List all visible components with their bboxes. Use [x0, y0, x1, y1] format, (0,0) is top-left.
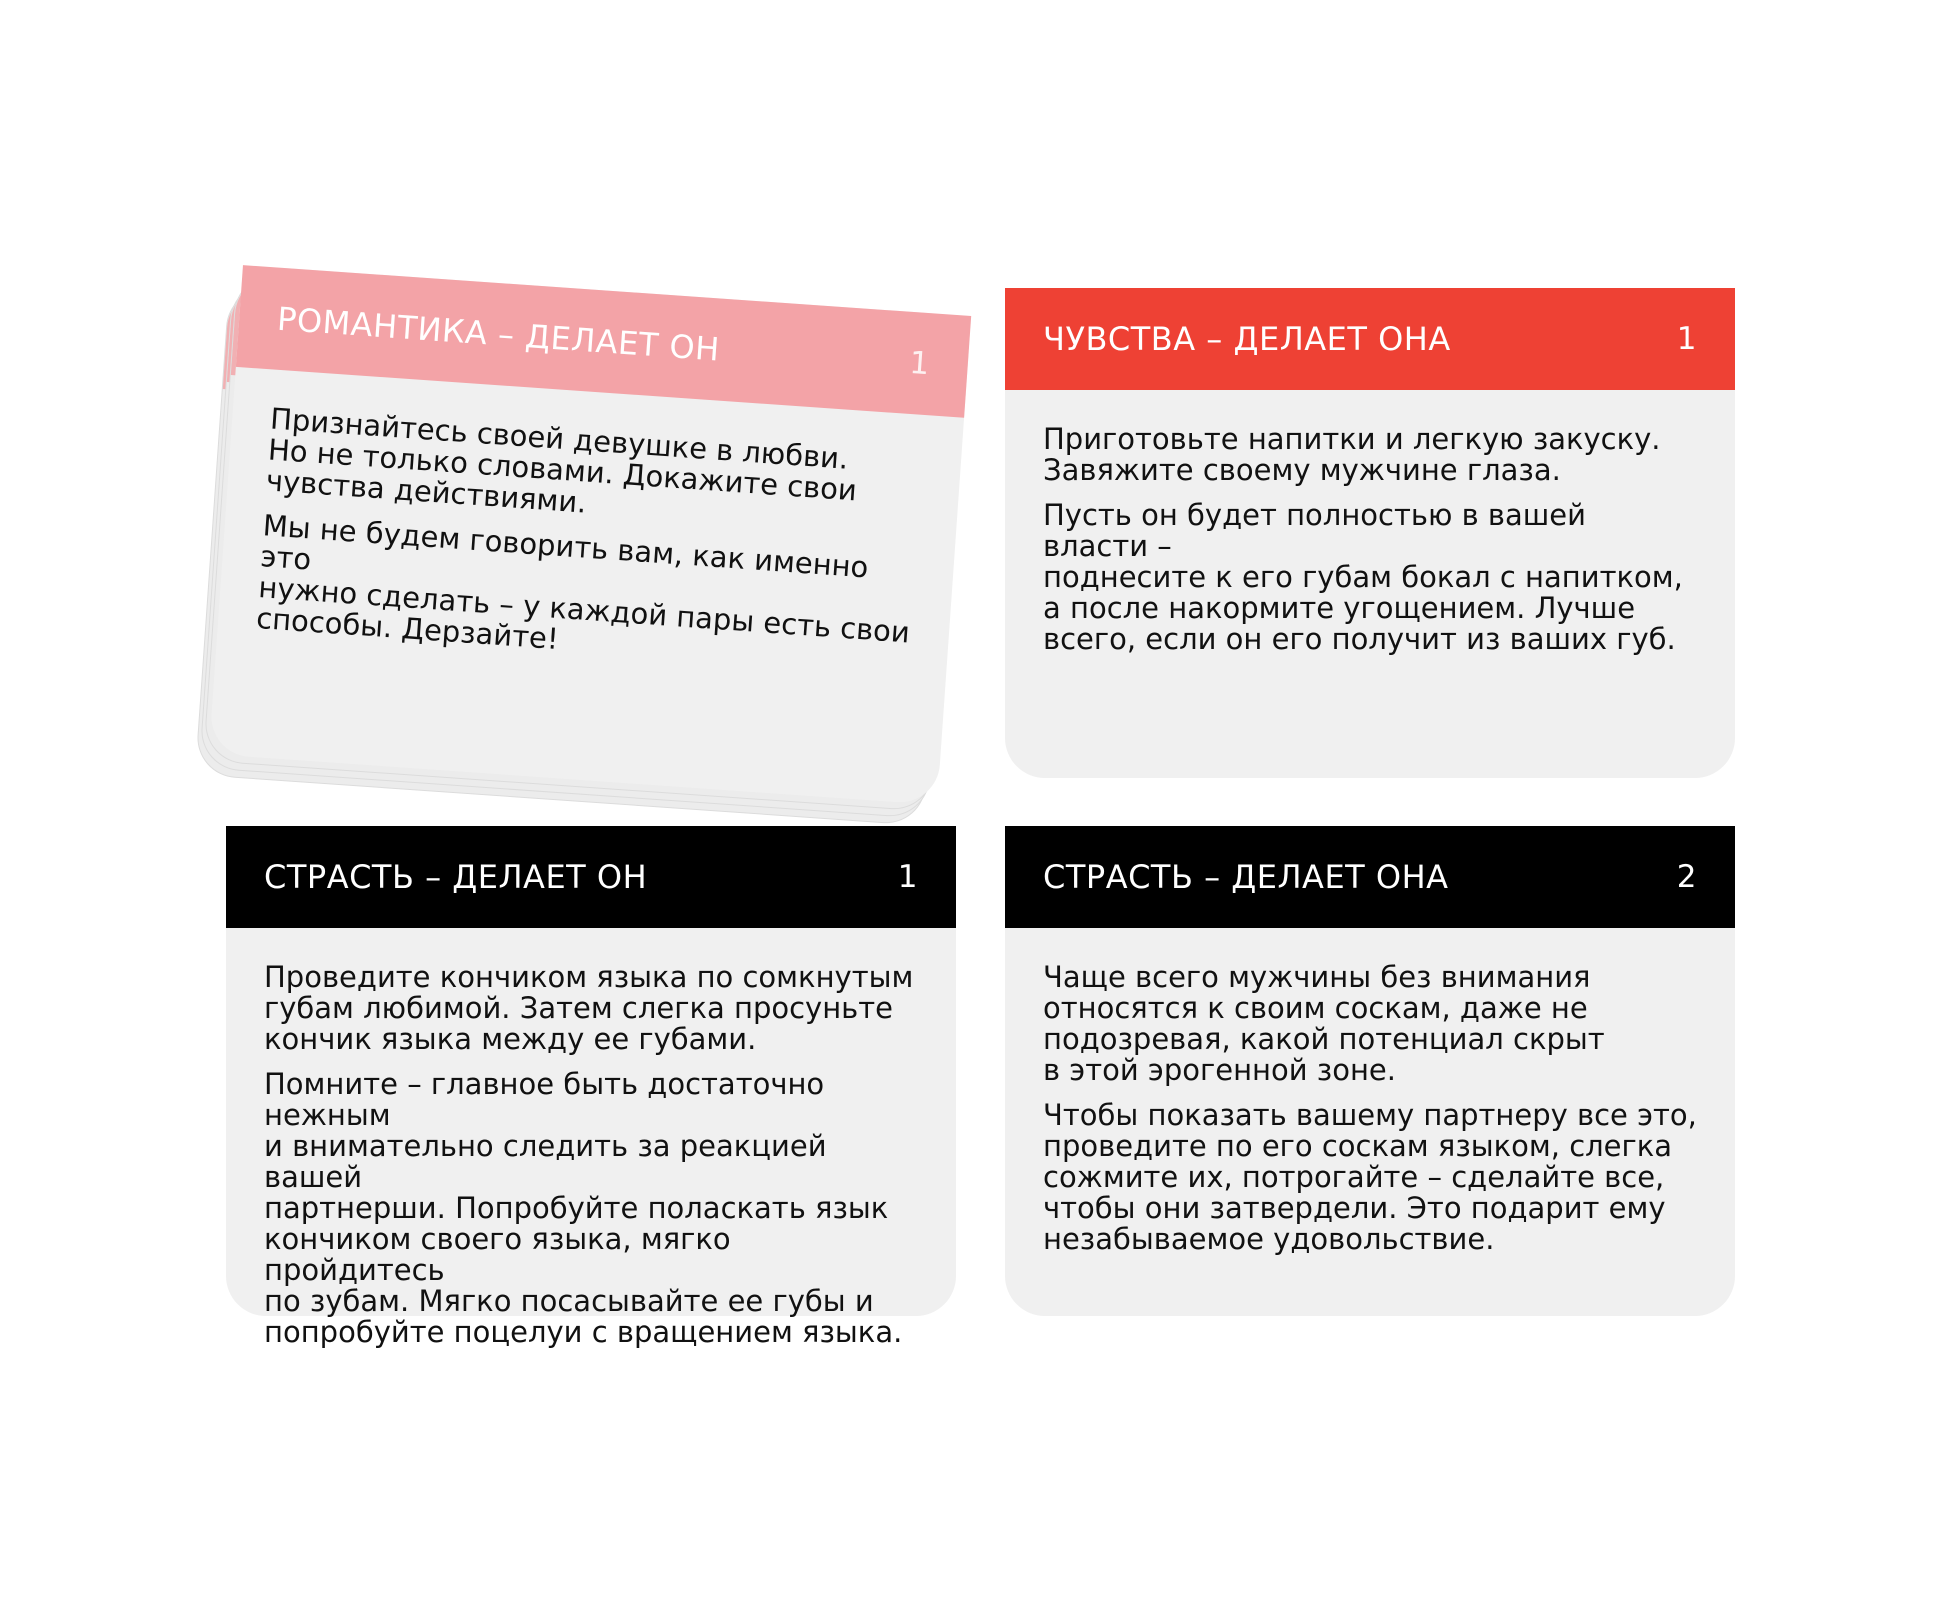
- card-body: [1005, 390, 1735, 655]
- card-title: СТРАСТЬ – ДЕЛАЕТ ОН: [264, 858, 648, 896]
- card-romance-he: [209, 265, 971, 805]
- card-paragraph: Признайтесь своей девушке в любви. Но не только словами. Докажите свои чувства действиями.: [264, 401, 858, 520]
- card-paragraph: Проведите кончиком языка по сомкнутым губам любимой. Затем слегка просуньте кончик языка между ее губами.: [264, 960, 914, 1056]
- card-passion-she: [1005, 826, 1735, 1316]
- card-title: СТРАСТЬ – ДЕЛАЕТ ОНА: [1043, 858, 1449, 896]
- card-paragraph: Чтобы показать вашему партнеру все это, проведите по его соскам языком, слегка сожмите их, потрогайте – сделайте все, чтобы они затвердели. Это подарит ему незабываемое удовольствие.: [1043, 1098, 1697, 1256]
- card-paragraph: Чаще всего мужчины без внимания относятся к своим соскам, даже не подозревая, какой потенциал скрыт в этой эрогенной зоне.: [1043, 960, 1605, 1087]
- card-header: [1005, 288, 1735, 390]
- card-number: 2: [1676, 859, 1697, 895]
- card-passion-he: [226, 826, 956, 1349]
- card-body: [226, 928, 956, 1348]
- card-number: 1: [1676, 321, 1697, 357]
- card-paragraph: Пусть он будет полностью в вашей власти – поднесите к его губам бокал с напитком, а после накормите угощением. Лучше всего, если он его получит из ваших губ.: [1043, 498, 1683, 656]
- card-paragraph: Мы не будем говорить вам, как именно это нужно сделать – у каждой пары есть свои способы. Дерзайте!: [255, 508, 911, 657]
- card-paragraph: Помните – главное быть достаточно нежным и внимательно следить за реакцией вашей партнерши. Попробуйте поласкать язык кончиком своего языка, мягко пройдитесь по зубам. Мягко посасывайте ее губы и попробуйте поцелуи с вращением языка.: [264, 1067, 903, 1349]
- card-header: [1005, 826, 1735, 928]
- card-number: 1: [908, 344, 931, 383]
- card-feelings-she: [1005, 288, 1735, 778]
- card-header: [226, 826, 956, 928]
- card-body: [217, 367, 964, 682]
- card-title: РОМАНТИКА – ДЕЛАЕТ ОН: [276, 299, 721, 369]
- card-body: [1005, 928, 1735, 1255]
- card-paragraph: Приготовьте напитки и легкую закуску. Завяжите своему мужчине глаза.: [1043, 422, 1661, 487]
- card-number: 1: [897, 859, 918, 895]
- card-title: ЧУВСТВА – ДЕЛАЕТ ОНА: [1043, 320, 1451, 358]
